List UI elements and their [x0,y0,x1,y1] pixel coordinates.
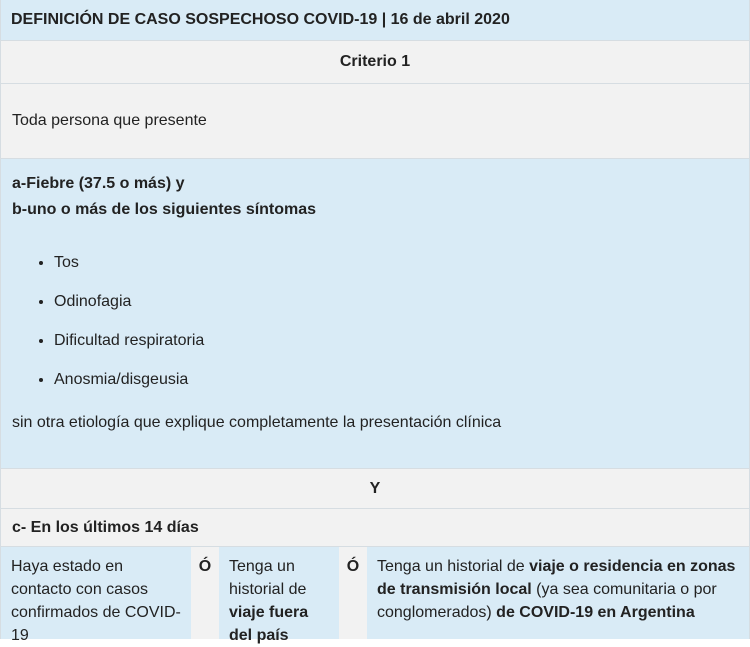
option-residence-bold-b: de COVID-19 en Argentina [496,604,695,621]
criterio-label: Criterio 1 [339,53,411,70]
symptom-b: b-uno o más de los siguientes síntomas [12,201,317,218]
option-residence-text-b: (ya sea comunitaria o por conglomerados) [377,581,717,621]
y-row [1,469,749,509]
symptom-item-odinofagia: • Odinofagia [54,282,738,321]
option-travel [219,547,339,644]
table-title-row [1,0,749,41]
y-label: Y [369,479,381,497]
c-row [1,509,749,547]
symptom-a: a-Fiebre (37.5 o más) y [12,175,185,192]
option-residence-text-a: Tenga un historial de [377,558,530,575]
option-contact: Haya estado en contacto con casos confirmados de COVID-19 [1,547,191,639]
symptom-item-dificultad: • Dificultad respiratoria [54,321,738,360]
option-residence-bold-a: viaje o residencia en zonas de transmisión local [377,558,736,598]
option-travel-bold: viaje fuera del país [229,604,309,644]
symptom-note: sin otra etiología que explique completamente la presentación clínica [12,414,502,431]
persona-text: Toda persona que presente [12,112,207,129]
option-travel-text: Tenga un historial de [229,558,307,598]
or-separator-1: Ó [191,547,219,639]
options-row [1,547,749,644]
symptom-item-tos: • Tos [54,243,738,282]
option-residence [367,547,749,639]
symptom-item-anosmia: • Anosmia/disgeusia [54,360,738,399]
or-separator-2: Ó [339,547,367,639]
c-label: c- En los últimos 14 días [12,518,199,536]
table-title: DEFINICIÓN DE CASO SOSPECHOSO COVID-19 | 16 de abril 2020 [11,11,510,28]
criterio-row [1,41,749,84]
symptoms-row [1,159,749,469]
persona-row [1,84,749,159]
symptom-list [12,243,738,399]
